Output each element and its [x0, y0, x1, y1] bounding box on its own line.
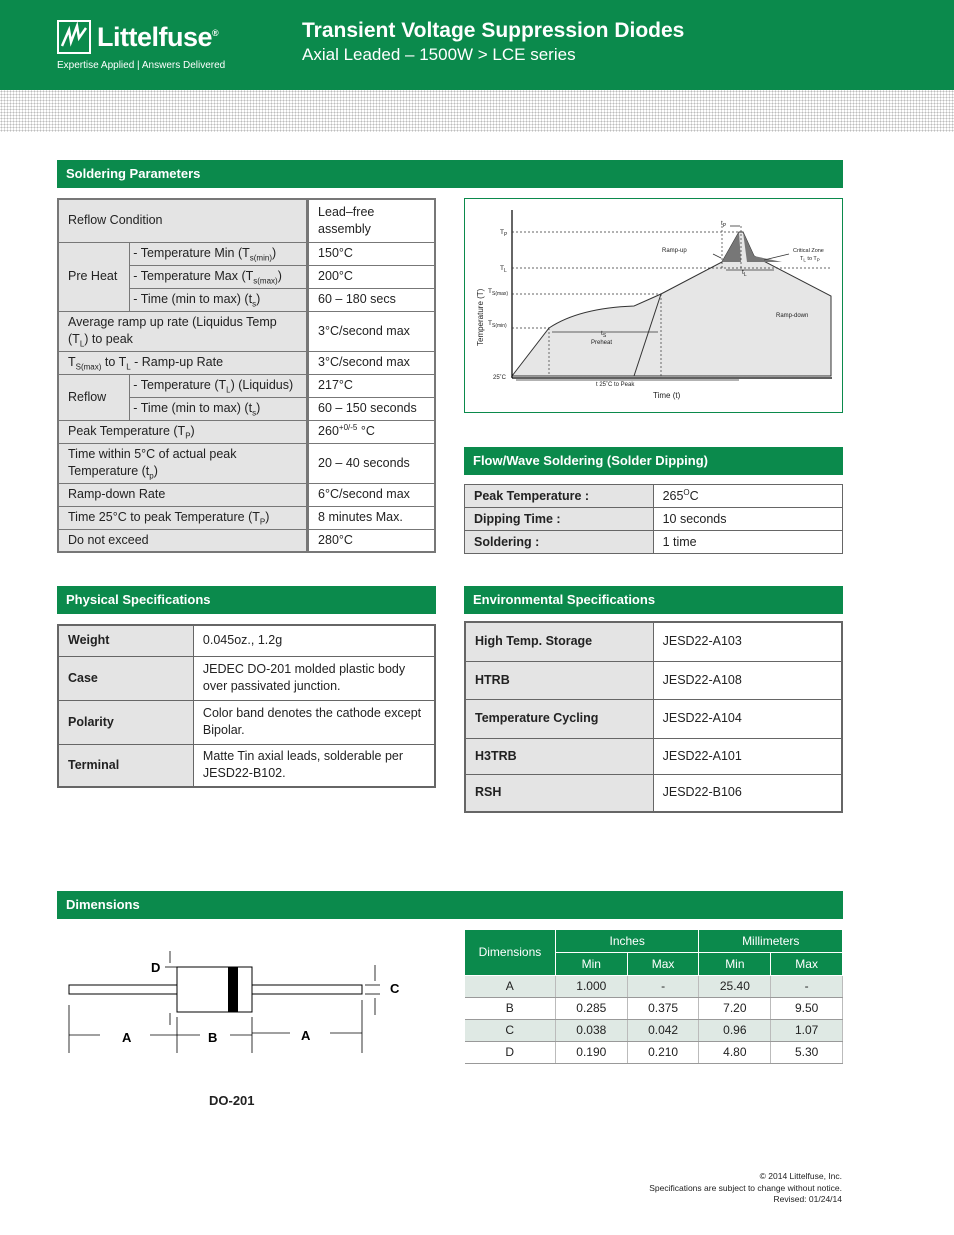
physical-label: Weight	[58, 625, 193, 656]
diode-body	[177, 967, 252, 1012]
time-within-value: 20 – 40 seconds	[308, 443, 435, 483]
in-min-cell: 0.285	[555, 998, 627, 1020]
avg-ramp-label: Average ramp up rate (Liquidus Temp $(T_L)$ to peak	[58, 311, 308, 351]
dim-label-c: C	[390, 981, 400, 996]
time-min-max-label: - Time (min to max) $(t_s)$	[130, 288, 308, 311]
dim-label-d: D	[151, 960, 161, 975]
ramp-down-value: 6°C/second max	[308, 483, 435, 506]
reflow-time-value: 60 – 150 seconds	[308, 397, 435, 420]
flow-wave-table	[464, 484, 843, 554]
tp-time-label: $t_P$	[721, 220, 727, 229]
flow-wave-label: Dipping Time :	[465, 508, 654, 531]
in-max-header: Max	[627, 953, 699, 976]
time-25-value: 8 minutes Max.	[308, 506, 435, 529]
soldering-table	[57, 198, 436, 553]
dim-label-a-left: A	[122, 1030, 132, 1045]
avg-ramp-value: 3°C/second max	[308, 311, 435, 351]
environmental-section-header: Environmental Specifications	[464, 586, 843, 614]
environmental-label: HTRB	[465, 661, 653, 699]
table-row	[465, 1042, 843, 1064]
ramp-up-label: Ramp-up	[662, 248, 687, 254]
x-axis-title: Time (t)	[653, 391, 681, 400]
dim-cell: A	[465, 976, 556, 998]
preheat-label: Preheat	[591, 340, 613, 346]
reflow-profile-diagram	[464, 198, 843, 413]
disclaimer: Specifications are subject to change without notice.	[649, 1182, 842, 1193]
dim-label-b: B	[208, 1030, 218, 1045]
logo-text: Littelfuse®	[97, 22, 219, 52]
copyright: © 2014 Littelfuse, Inc.	[759, 1171, 842, 1181]
environmental-label: H3TRB	[465, 738, 653, 774]
time-25-label: Time 25°C to peak Temperature $(T_P)$	[58, 506, 308, 529]
revision-date: Revised: 01/24/14	[773, 1194, 842, 1204]
mm-min-cell: 4.80	[699, 1042, 771, 1064]
mm-min-cell: 0.96	[699, 1020, 771, 1042]
t25-axis-label: 25˚C	[493, 375, 507, 381]
do-not-exceed-label: Do not exceed	[58, 529, 308, 552]
in-max-cell: 0.375	[627, 998, 699, 1020]
environmental-value: JESD22-A108	[653, 661, 842, 699]
reflow-condition-label: Reflow Condition	[58, 199, 308, 242]
mm-max-cell: -	[771, 976, 843, 998]
reflow-temp-label: - Temperature $(T_L)$ (Liquidus)	[130, 374, 308, 397]
physical-value: Matte Tin axial leads, solderable per JESD22-B102.	[193, 744, 435, 787]
dimensions-section-header: Dimensions	[57, 891, 843, 919]
flow-wave-value: $265^OC$	[653, 485, 842, 508]
lead-right	[252, 985, 362, 994]
physical-value: 0.045oz., 1.2g	[193, 625, 435, 656]
dim-cell: C	[465, 1020, 556, 1042]
in-min-cell: 0.038	[555, 1020, 627, 1042]
ts-time-label: $t_S$	[601, 330, 607, 339]
in-min-cell: 0.190	[555, 1042, 627, 1064]
physical-label: Case	[58, 656, 193, 700]
flow-wave-label: Soldering :	[465, 531, 654, 554]
t25-to-peak-label: t 25˚C to Peak	[596, 382, 635, 388]
time-within-label: Time within 5°C of actual peak Temperature $(t_p)$	[58, 443, 308, 483]
environmental-table	[464, 621, 843, 813]
reflow-temp-value: 217°C	[308, 374, 435, 397]
peak-temp-value: $260^{+0/-5}$ °C	[308, 420, 435, 443]
physical-value: JEDEC DO-201 molded plastic body over passivated junction.	[193, 656, 435, 700]
y-axis-title: Temperature (T)	[476, 288, 485, 346]
environmental-value: JESD22-A101	[653, 738, 842, 774]
physical-label: Polarity	[58, 700, 193, 744]
do201-outline-drawing	[60, 945, 410, 1070]
mm-min-cell: 25.40	[699, 976, 771, 998]
in-min-cell: 1.000	[555, 976, 627, 998]
physical-table	[57, 624, 436, 788]
temp-max-value: 200°C	[308, 265, 435, 288]
lead-free-label: Lead–free assembly	[308, 199, 435, 242]
page-footer	[649, 1171, 842, 1206]
physical-label: Terminal	[58, 744, 193, 787]
flow-wave-label: Peak Temperature :	[465, 485, 654, 508]
table-row	[465, 1020, 843, 1042]
inches-header: Inches	[555, 930, 699, 953]
mm-min-cell: 7.20	[699, 998, 771, 1020]
ts-to-tl-label: $T_{S(max)}$ to $T_L$ - Ramp-up Rate	[58, 351, 308, 374]
temp-max-label: - Temperature Max $(T_{s(max)})$	[130, 265, 308, 288]
dimensions-header: Dimensions	[465, 930, 556, 976]
ramp-down-label: Ramp-down Rate	[58, 483, 308, 506]
tsmax-axis-label: $T_{S(max)}$	[488, 288, 509, 297]
do-not-exceed-value: 280°C	[308, 529, 435, 552]
tsmin-axis-label: $T_{S(min)}$	[488, 320, 507, 329]
reflow-label: Reflow	[58, 374, 130, 420]
environmental-label: Temperature Cycling	[465, 699, 653, 738]
page-subtitle: Axial Leaded – 1500W > LCE series	[302, 45, 576, 64]
soldering-section-header: Soldering Parameters	[57, 160, 843, 188]
in-min-header: Min	[555, 953, 627, 976]
table-row	[465, 998, 843, 1020]
dim-cell: B	[465, 998, 556, 1020]
tp-axis-label: $T_P$	[500, 229, 508, 238]
flow-wave-value: 1 time	[653, 531, 842, 554]
dim-cell: D	[465, 1042, 556, 1064]
environmental-value: JESD22-A104	[653, 699, 842, 738]
mm-max-cell: 1.07	[771, 1020, 843, 1042]
page-title: Transient Voltage Suppression Diodes	[302, 19, 685, 42]
physical-value: Color band denotes the cathode except Bipolar.	[193, 700, 435, 744]
flow-wave-value: 10 seconds	[653, 508, 842, 531]
dot-pattern-band	[0, 90, 954, 132]
critical-zone-label: Critical Zone	[793, 248, 824, 254]
dim-label-a-right: A	[301, 1028, 311, 1043]
logo-tagline: Expertise Applied | Answers Delivered	[57, 60, 226, 71]
environmental-value: JESD22-B106	[653, 774, 842, 812]
cathode-band	[228, 967, 238, 1012]
peak-temp-label: Peak Temperature $(T_P)$	[58, 420, 308, 443]
in-max-cell: 0.042	[627, 1020, 699, 1042]
environmental-label: RSH	[465, 774, 653, 812]
critical-zone-range: $T_L$ to $T_P$	[800, 256, 820, 263]
millimeters-header: Millimeters	[699, 930, 843, 953]
dimensions-table	[464, 929, 843, 1064]
tl-time-label: $t_L$	[742, 269, 747, 278]
mm-min-header: Min	[699, 953, 771, 976]
mm-max-header: Max	[771, 953, 843, 976]
temp-min-label: - Temperature Min $(T_{s(min)})$	[130, 242, 308, 265]
logo-mark-icon	[57, 20, 91, 54]
lead-left	[69, 985, 177, 994]
in-max-cell: -	[627, 976, 699, 998]
tl-axis-label: $T_L$	[500, 265, 507, 274]
pre-heat-label: Pre Heat	[58, 242, 130, 311]
mm-max-cell: 9.50	[771, 998, 843, 1020]
page-header	[0, 0, 954, 90]
ramp-down-label: Ramp-down	[776, 313, 809, 319]
flow-wave-section-header: Flow/Wave Soldering (Solder Dipping)	[464, 447, 843, 475]
table-row	[465, 976, 843, 998]
in-max-cell: 0.210	[627, 1042, 699, 1064]
environmental-value: JESD22-A103	[653, 622, 842, 661]
environmental-label: High Temp. Storage	[465, 622, 653, 661]
package-name: DO-201	[209, 1093, 255, 1108]
mm-max-cell: 5.30	[771, 1042, 843, 1064]
physical-section-header: Physical Specifications	[57, 586, 436, 614]
temp-min-value: 150°C	[308, 242, 435, 265]
ts-to-tl-value: 3°C/second max	[308, 351, 435, 374]
time-min-max-value: 60 – 180 secs	[308, 288, 435, 311]
reflow-time-label: - Time (min to max) $(t_s)$	[130, 397, 308, 420]
